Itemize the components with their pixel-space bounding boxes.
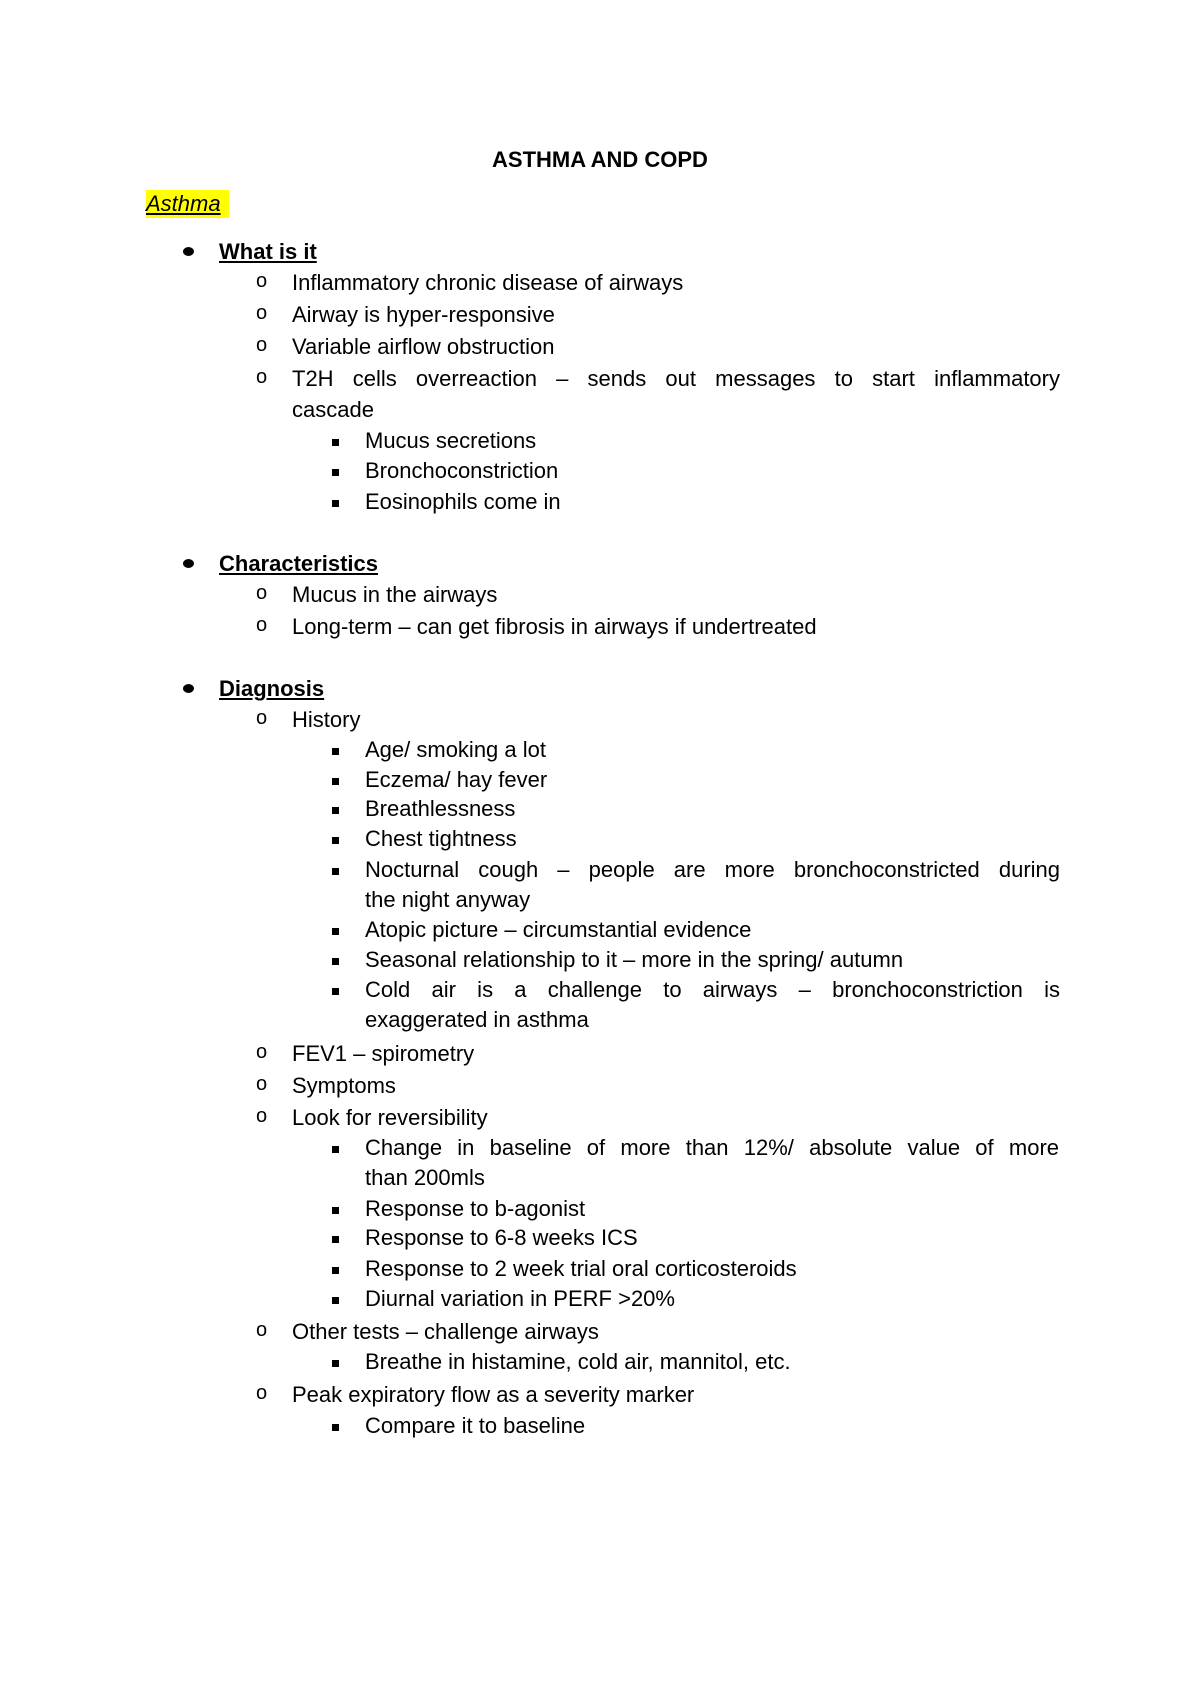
circle-bullet-icon: o	[256, 1105, 268, 1127]
list-item: FEV1 – spirometry	[292, 1041, 475, 1066]
list-item: Long-term – can get fibrosis in airways if undertreated	[292, 614, 817, 639]
list-subitem: Compare it to baseline	[365, 1413, 586, 1438]
list-subitem: Mucus secretions	[365, 428, 537, 453]
list-subitem: Age/ smoking a lot	[365, 737, 546, 762]
square-bullet-icon	[332, 1267, 339, 1274]
circle-bullet-icon: o	[256, 334, 268, 356]
list-item: Symptoms	[292, 1073, 396, 1098]
list-subitem: Eczema/ hay fever	[365, 767, 548, 792]
document-title: ASTHMA AND COPD	[492, 147, 708, 172]
list-subitem: Eosinophils come in	[365, 489, 561, 514]
bullet-dot-icon	[183, 247, 194, 256]
list-subitem: Bronchoconstriction	[365, 458, 559, 483]
list-subitem: Seasonal relationship to it – more in the spring/ autumn	[365, 947, 904, 972]
heading-characteristics: Characteristics	[219, 551, 378, 576]
list-subitem: Response to 6-8 weeks ICS	[365, 1225, 638, 1250]
list-subitem: Nocturnal cough – people are more bronchoconstricted during	[365, 857, 1060, 882]
list-subitem: Atopic picture – circumstantial evidence	[365, 917, 752, 942]
circle-bullet-icon: o	[256, 366, 268, 388]
square-bullet-icon	[332, 988, 339, 995]
square-bullet-icon	[332, 439, 339, 446]
list-item: Other tests – challenge airways	[292, 1319, 599, 1344]
list-subitem: Change in baseline of more than 12%/ absolute value of more	[365, 1135, 1059, 1160]
circle-bullet-icon: o	[256, 1073, 268, 1095]
list-subitem: Breathe in histamine, cold air, mannitol, etc.	[365, 1349, 791, 1374]
list-item: Inflammatory chronic disease of airways	[292, 270, 684, 295]
square-bullet-icon	[332, 778, 339, 785]
square-bullet-icon	[332, 500, 339, 507]
square-bullet-icon	[332, 958, 339, 965]
heading-what-is-it: What is it	[219, 239, 317, 264]
list-subitem: Breathlessness	[365, 796, 516, 821]
square-bullet-icon	[332, 837, 339, 844]
circle-bullet-icon: o	[256, 270, 268, 292]
square-bullet-icon	[332, 1424, 339, 1431]
bullet-dot-icon	[183, 559, 194, 568]
square-bullet-icon	[332, 748, 339, 755]
square-bullet-icon	[332, 1360, 339, 1367]
circle-bullet-icon: o	[256, 1319, 268, 1341]
list-subitem: Cold air is a challenge to airways – bronchoconstriction is	[365, 977, 1060, 1002]
square-bullet-icon	[332, 1297, 339, 1304]
section-label-asthma: Asthma	[146, 190, 229, 218]
list-item: T2H cells overreaction – sends out messages to start inflammatory	[292, 366, 1060, 391]
heading-diagnosis: Diagnosis	[219, 676, 325, 701]
square-bullet-icon	[332, 868, 339, 875]
circle-bullet-icon: o	[256, 1041, 268, 1063]
list-subitem: Response to b-agonist	[365, 1196, 586, 1221]
list-item-continuation: cascade	[292, 397, 374, 422]
square-bullet-icon	[332, 469, 339, 476]
list-item: Airway is hyper-responsive	[292, 302, 555, 327]
circle-bullet-icon: o	[256, 614, 268, 636]
list-item: Variable airflow obstruction	[292, 334, 555, 359]
circle-bullet-icon: o	[256, 582, 268, 604]
list-subitem-continuation: than 200mls	[365, 1165, 485, 1190]
list-subitem: Diurnal variation in PERF >20%	[365, 1286, 675, 1311]
circle-bullet-icon: o	[256, 302, 268, 324]
list-item: Look for reversibility	[292, 1105, 488, 1130]
circle-bullet-icon: o	[256, 1382, 268, 1404]
list-subitem: Response to 2 week trial oral corticosteroids	[365, 1256, 797, 1281]
list-subitem-continuation: exaggerated in asthma	[365, 1007, 589, 1032]
bullet-dot-icon	[183, 684, 194, 693]
circle-bullet-icon: o	[256, 707, 268, 729]
list-item: Peak expiratory flow as a severity marker	[292, 1382, 695, 1407]
square-bullet-icon	[332, 928, 339, 935]
list-item: Mucus in the airways	[292, 582, 498, 607]
square-bullet-icon	[332, 1236, 339, 1243]
list-subitem-continuation: the night anyway	[365, 887, 531, 912]
square-bullet-icon	[332, 807, 339, 814]
list-subitem: Chest tightness	[365, 826, 517, 851]
square-bullet-icon	[332, 1207, 339, 1214]
square-bullet-icon	[332, 1146, 339, 1153]
list-item: History	[292, 707, 361, 732]
